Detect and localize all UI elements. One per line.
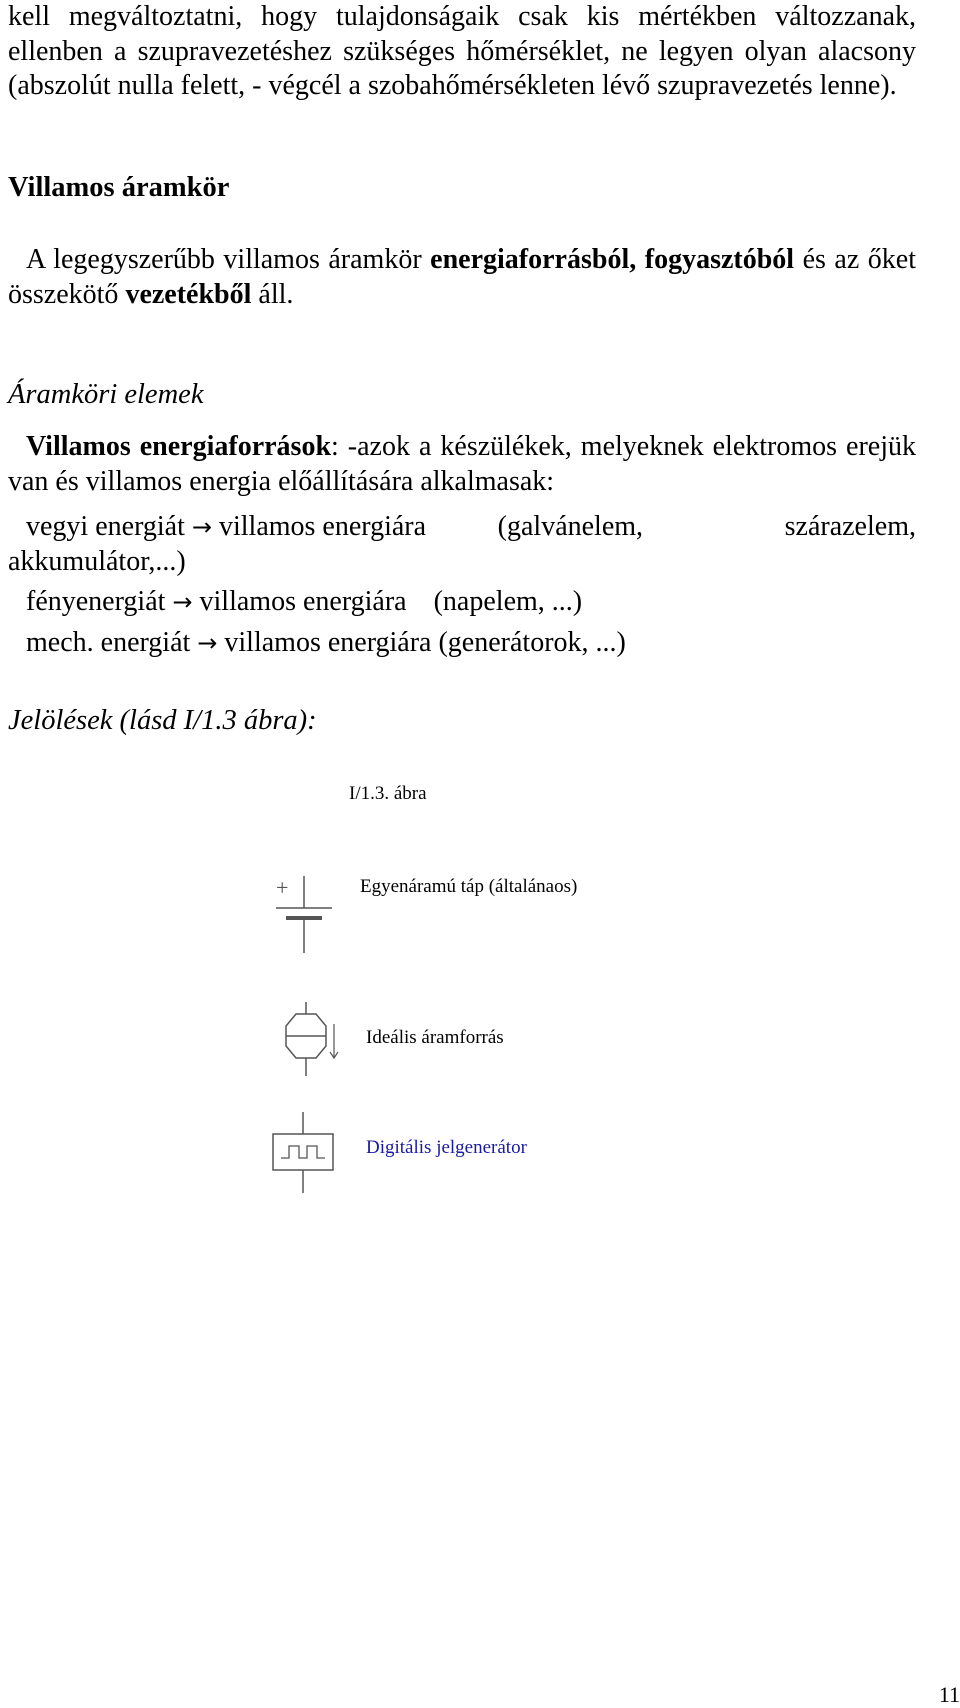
page-number: 11 <box>938 1682 960 1707</box>
arrow-right-icon: → <box>191 513 212 541</box>
legend-label-digital-generator: Digitális jelgenerátor <box>366 1137 527 1158</box>
row2-example: (napelem, ...) <box>433 586 583 617</box>
circuit-text-2: és az őket összekötő <box>8 244 916 310</box>
row2-source: fényenergiát <box>26 586 166 617</box>
circuit-bold-1: energiaforrásból, fogyasztóból <box>430 244 795 275</box>
row3-source: mech. energiát <box>26 627 191 658</box>
circuit-text-1: A legegyszerűbb villamos áramkör <box>26 244 431 275</box>
notation-heading: Jelölések (lásd I/1.3 ábra): <box>8 705 317 736</box>
row1-continuation: akkumulátor,...) <box>8 546 186 577</box>
energy-sources-paragraph <box>8 430 916 499</box>
arrow-right-icon: → <box>172 588 193 616</box>
legend-label-current-source: Ideális áramforrás <box>366 1027 504 1048</box>
energy-row-light <box>26 585 582 619</box>
circuit-bold-2: vezetékből <box>125 278 252 310</box>
current-source-symbol-icon <box>274 1000 354 1080</box>
section-heading-aramkori-elemek: Áramköri elemek <box>8 379 204 410</box>
circuit-text-3: áll. <box>251 278 294 310</box>
row1-target: villamos energiára <box>218 511 427 542</box>
row2-target: villamos energiára <box>199 586 407 617</box>
row1-example-2: szárazelem, <box>784 511 916 542</box>
energy-sources-definition: : -azok a készülékek, melyeknek elektromos erejük van és villamos energia előállítására alkalmasak: <box>8 431 916 497</box>
digital-generator-symbol-icon <box>270 1110 340 1195</box>
figure-title: I/1.3. ábra <box>349 783 427 804</box>
section-heading-villamos-aramkor: Villamos áramkör <box>8 172 230 203</box>
arrow-right-icon: → <box>197 629 218 657</box>
energy-row-chemical <box>26 510 916 544</box>
legend-label-dc-source: Egyenáramú táp (általánaos) <box>360 876 578 897</box>
intro-paragraph: kell megváltoztatni, hogy tulajdonságaik csak kis mértékben változzanak, ellenben a szupravezetéshez szükséges hőmérséklet, ne legyen olyan alacsony (abszolút nulla felett, - végcél a szobahőmérsékleten lévő szupravezetés lenne). <box>8 1 916 101</box>
energy-sources-term: Villamos energiaforrások <box>26 431 332 462</box>
plus-sign: + <box>276 875 289 900</box>
circuit-paragraph <box>8 243 916 312</box>
row3-target: villamos energiára (generátorok, ...) <box>224 627 626 658</box>
row1-example-1: (galvánelem, <box>497 511 644 542</box>
row1-source: vegyi energiát <box>26 511 185 542</box>
energy-row-mechanical <box>26 626 626 660</box>
